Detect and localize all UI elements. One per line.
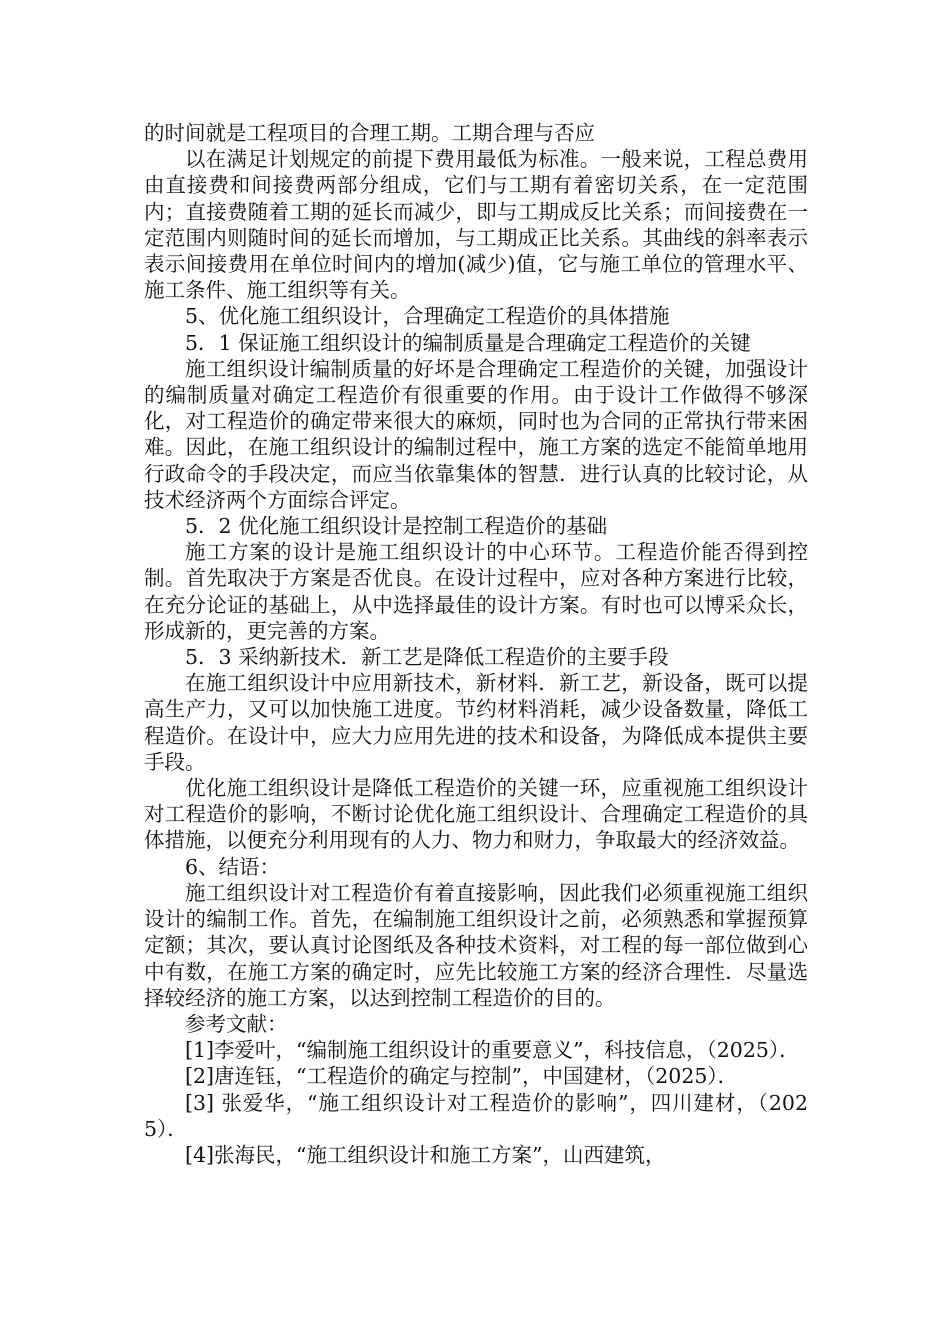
- paragraph-5-3-body: 在施工组织设计中应用新技术，新材料．新工艺，新设备，既可以提高生产力，又可以加快施工进度。节约材料消耗，减少设备数量，降低工程造价。在设计中，应大力应用先进的技术和设备，为降低成本提供主要手段。: [144, 671, 808, 774]
- subsection-heading-5-1: 5．1 保证施工组织设计的编制质量是合理确定工程造价的关键: [185, 330, 751, 355]
- reference-item-3: [3] 张爱华，“施工组织设计对工程造价的影响”，四川建材，（2025）．: [144, 1090, 808, 1141]
- paragraph-5-1-body: 施工组织设计编制质量的好坏是合理确定工程造价的关键，加强设计的编制质量对确定工程造价有很重要的作用。由于设计工作做得不够深化，对工程造价的确定带来很大的麻烦，同时也为合同的正常执行带来困难。因此，在施工组织设计的编制过程中，施工方案的选定不能简单地用行政命令的手段决定，而应当依靠集体的智慧．进行认真的比较讨论，从技术经济两个方面综合评定。: [144, 356, 808, 512]
- reference-item-2: [2]唐连钰，“工程造价的确定与控制”，中国建材，（2025）．: [185, 1064, 739, 1089]
- section-heading-6: 6、结语：: [185, 854, 281, 879]
- section-heading-5: 5、优化施工组织设计，合理确定工程造价的具体措施: [185, 304, 670, 329]
- paragraph-conclusion: 施工组织设计对工程造价有着直接影响，因此我们必须重视施工组织设计的编制工作。首先，在编制施工组织设计之前，必须熟悉和掌握预算定额；其次，要认真讨论图纸及各种技术资料，对工程的每一部位做到心中有数，在施工方案的确定时，应先比较施工方案的经济合理性．尽量选择较经济的施工方案，以达到控制工程造价的目的。: [144, 880, 808, 1010]
- reference-item-4: [4]张海民，“施工组织设计和施工方案”，山西建筑，: [185, 1142, 666, 1167]
- paragraph-5-2-body: 施工方案的设计是施工组织设计的中心环节。工程造价能否得到控制。首先取决于方案是否优良。在设计过程中，应对各种方案进行比较，在充分论证的基础上，从中选择最佳的设计方案。有时也可以博采众长，形成新的，更完善的方案。: [144, 540, 808, 643]
- paragraph-summary: 优化施工组织设计是降低工程造价的关键一环，应重视施工组织设计对工程造价的影响，不断讨论优化施工组织设计、合理确定工程造价的具体措施，以便充分利用现有的人力、物力和财力，争取最大的经济效益。: [144, 776, 808, 853]
- paragraph-2: 以在满足计划规定的前提下费用最低为标准。一般来说，工程总费用由直接费和间接费两部分组成，它们与工期有着密切关系，在一定范围内；直接费随着工期的延长而减少，即与工期成反比关系；而间接费在一定范围内则随时间的延长而增加，与工期成正比关系。其曲线的斜率表示表示间接费用在单位时间内的增加(减少)值，它与施工单位的管理水平、施工条件、施工组织等有关。: [144, 147, 808, 303]
- references-heading: 参考文献：: [185, 1011, 288, 1036]
- paragraph-1: 的时间就是工程项目的合理工期。工期合理与否应: [144, 121, 595, 145]
- reference-item-1: [1]李爱叶，“编制施工组织设计的重要意义”，科技信息，（2025）．: [185, 1038, 800, 1063]
- subsection-heading-5-3: 5．3 采纳新技术．新工艺是降低工程造价的主要手段: [185, 645, 669, 670]
- document-page: [144, 120, 808, 1168]
- subsection-heading-5-2: 5．2 优化施工组织设计是控制工程造价的基础: [185, 514, 608, 539]
